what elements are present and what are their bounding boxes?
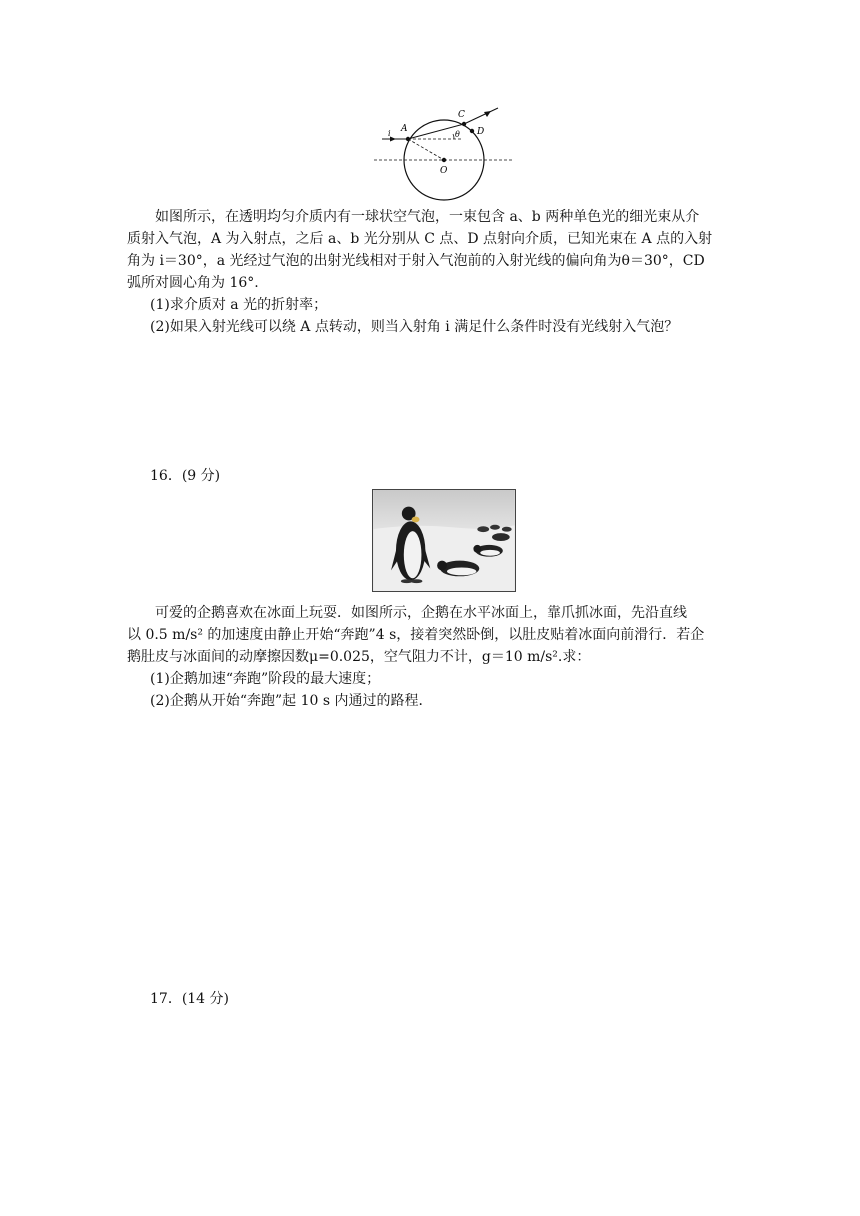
label-theta: θ xyxy=(455,130,460,139)
p15-subquestion-2: (2)如果入射光线可以绕 A 点转动，则当入射角 i 满足什么条件时没有光线射入气泡？ xyxy=(150,319,679,335)
p16-subquestion-2: (2)企鹅从开始“奔跑”起 10 s 内通过的路程． xyxy=(150,693,433,709)
penguin-photo xyxy=(372,489,516,592)
point-A xyxy=(406,137,410,141)
point-D xyxy=(470,129,474,133)
label-i: i xyxy=(388,129,391,138)
normal-line-AO xyxy=(408,139,444,160)
label-O: O xyxy=(440,166,448,176)
p16-line-2: 以 0.5 m/s² 的加速度由静止开始“奔跑”4 s，接着突然卧倒，以肚皮贴着冰面向前滑行．若企 xyxy=(127,627,705,643)
label-C: C xyxy=(458,110,465,120)
p16-line-1: 可爱的企鹅喜欢在冰面上玩耍．如图所示，企鹅在水平冰面上，靠爪抓冰面，先沿直线 xyxy=(155,605,687,621)
emergent-ray xyxy=(464,108,498,124)
question-16-header: 16．(9 分) xyxy=(150,468,221,484)
incident-arrow-icon xyxy=(390,137,396,142)
p15-line-3: 角为 i＝30°，a 光经过气泡的出射光线相对于射入气泡前的入射光线的偏向角为θ＝30°，CD xyxy=(127,253,705,269)
p15-line-4: 弧所对圆心角为 16°. xyxy=(127,275,259,291)
p16-line-3: 鹅肚皮与冰面间的动摩擦因数μ=0.025，空气阻力不计，g＝10 m/s².求： xyxy=(127,649,591,665)
theta-arc xyxy=(453,134,454,139)
point-O xyxy=(442,158,446,162)
p15-subquestion-1: (1)求介质对 a 光的折射率； xyxy=(150,297,328,313)
label-D: D xyxy=(477,127,485,137)
point-C xyxy=(462,122,466,126)
p16-subquestion-1: (1)企鹅加速“奔跑”阶段的最大速度； xyxy=(150,671,381,687)
bubble-optics-figure xyxy=(368,102,520,202)
label-A: A xyxy=(401,124,408,134)
penguin-illustration xyxy=(373,490,515,591)
p15-line-1: 如图所示，在透明均匀介质内有一球状空气泡，一束包含 a、b 两种单色光的细光束从介 xyxy=(155,209,700,225)
question-17-header: 17．(14 分) xyxy=(150,991,230,1007)
p15-line-2: 质射入气泡，A 为入射点，之后 a、b 光分别从 C 点、D 点射向介质，已知光束在 A 点的入射 xyxy=(127,231,713,247)
